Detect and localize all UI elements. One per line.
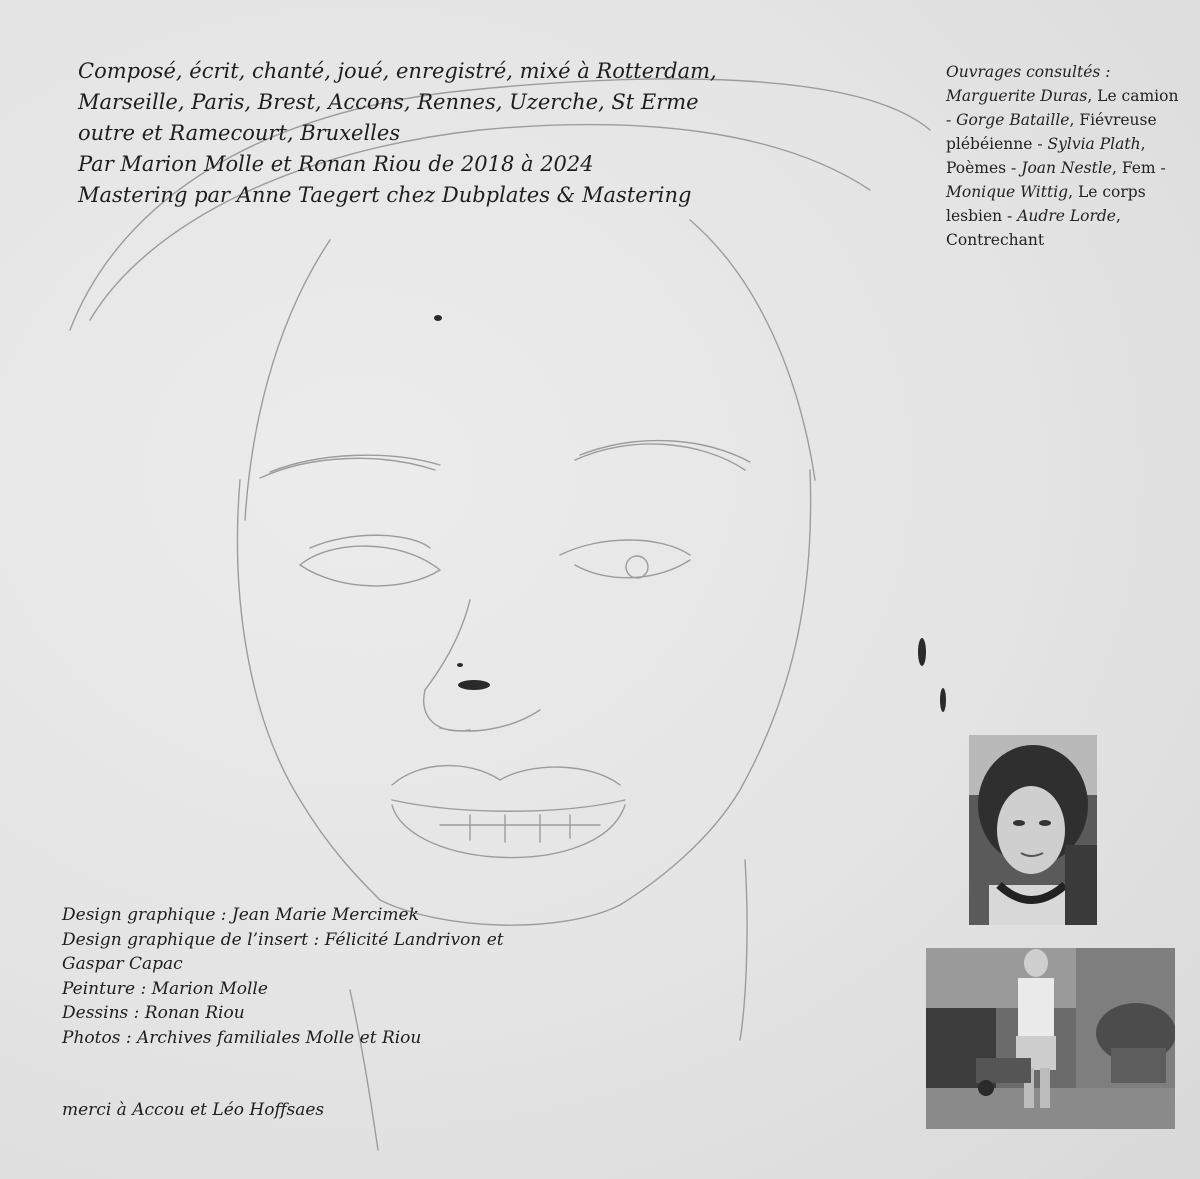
source-title: , Fem - [1111,159,1166,177]
upper-lip [392,766,620,785]
hair-right [690,220,815,480]
credits-line: Mastering par Anne Taegert chez Dubplates & Mastering [78,183,692,207]
credit-line: Photos : Archives familiales Molle et Riou [62,1027,422,1048]
right-pupil [626,556,648,578]
source-author: Gorge Bataille [956,111,1070,129]
sources-heading: Ouvrages consultés : [946,63,1111,81]
nose-base [424,690,470,731]
nose-bridge [425,600,470,690]
source-title: , Le camion - [946,87,1179,129]
hair-left [245,240,330,520]
ink-stain-right-2 [940,688,946,712]
source-author: Audre Lorde [1017,207,1116,225]
ink-stain-dot [457,663,463,667]
source-author: Marguerite Duras [946,87,1088,105]
right-eye-lower [575,560,690,578]
left-eye-upper [300,546,440,570]
source-author: Joan Nestle [1021,159,1112,177]
lower-lip [392,805,625,858]
source-author: Sylvia Plath [1047,135,1141,153]
credits-line: Composé, écrit, chanté, joué, enregistré, mixé à Rotterdam, [78,59,717,83]
right-eye-upper [560,540,690,555]
mouth-line [392,800,625,811]
credit-line: Design graphique : Jean Marie Mercimek [62,905,419,925]
photo-girl-portrait [969,735,1097,925]
design-credits [62,903,582,1050]
source-title: , Fiévreuse plébéienne - [946,111,1157,153]
ink-stain-top [434,315,442,321]
teeth [440,815,600,842]
source-title: , Le corps lesbien - [946,183,1146,225]
left-eyebrow [260,458,435,478]
source-title: , Contrechant [946,207,1121,249]
credit-line: Peinture : Marion Molle [62,978,268,999]
thanks-line: merci à Accou et Léo Hoffsaes [62,1100,325,1120]
nostril [440,710,540,731]
photo-boy-outdoors [926,948,1175,1129]
credits-line: Par Marion Molle et Ronan Riou de 2018 à 2024 [78,152,594,176]
left-eye-lower [300,565,440,586]
credits-line: outre et Ramecourt, Bruxelles [78,121,401,145]
ink-stain-nose [458,680,490,690]
credits-line: Marseille, Paris, Brest, Accons, Rennes, Uzerche, St Erme [78,90,699,114]
source-title: , Poèmes - [946,135,1146,177]
credit-line: Dessins : Ronan Riou [62,1003,245,1023]
face-contour-left [238,480,381,900]
source-author: Monique Wittig [946,183,1069,201]
credit-line: Gaspar Capac [62,954,183,974]
recording-credits [78,56,758,211]
sources-list [946,60,1186,252]
ink-stain-right [918,638,926,666]
neck-right [740,860,747,1040]
credit-line: Design graphique de l’insert : Félicité Landrivon et [62,929,504,950]
face-contour-right [620,470,811,905]
